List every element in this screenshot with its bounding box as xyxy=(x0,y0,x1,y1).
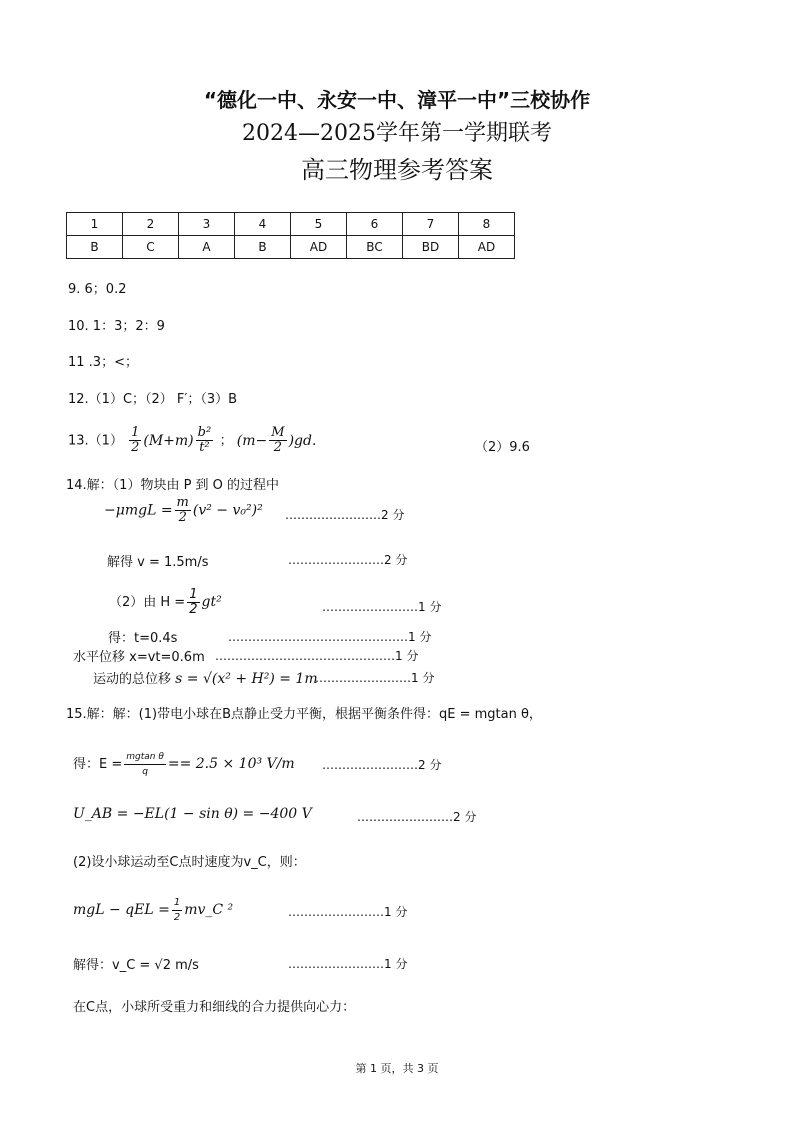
score-dots: ……………………2 分 xyxy=(357,810,477,824)
table-cell: B xyxy=(67,236,123,259)
fraction: $\frac{\text{b²}}{\text{t²}}$ xyxy=(197,425,212,455)
score-dots: ……………………2 分 xyxy=(288,553,408,567)
score-dots: ……………………1 分 xyxy=(315,671,435,685)
q14-equation-1: −μmgL = $\frac{m}{2}$ (v² − v₀²)² xyxy=(104,495,263,525)
q13-formula-2: (m− $\frac{M}{2}$ )gd. xyxy=(236,425,317,455)
table-cell: 8 xyxy=(459,213,515,236)
table-cell: AD xyxy=(459,236,515,259)
score-dots: ……………………1 分 xyxy=(288,957,408,971)
q13-label: 13.（1） xyxy=(68,433,123,449)
answer-q12: 12.（1）C；（2） F′；（3）B xyxy=(68,392,238,407)
answer-q9: 9. 6；0.2 xyxy=(68,282,127,297)
table-cell: 2 xyxy=(123,213,179,236)
q13-separator: ； xyxy=(219,433,233,449)
table-cell: BD xyxy=(403,236,459,259)
page-footer: 第 1 页，共 3 页 xyxy=(355,1062,439,1075)
q15-title: 15.解：解：(1)带电小球在B点静止受力平衡，根据平衡条件得：qE = mgtan θ， xyxy=(66,707,542,722)
score-dots: ……………………2 分 xyxy=(322,758,442,772)
title-line-3: 高三物理参考答案 xyxy=(301,156,493,184)
score-dots: ……………………1 分 xyxy=(288,905,408,919)
table-cell: 5 xyxy=(291,213,347,236)
q14-equation-2: 解得 v = 1.5m/s xyxy=(107,555,209,570)
q13-formula-1: $\frac{1}{2}$ (M+m) $\frac{\text{b²}}{\text{t²}}$ xyxy=(131,425,212,455)
table-cell: 4 xyxy=(235,213,291,236)
table-cell: BC xyxy=(347,236,403,259)
fraction: $\frac{M}{2}$ xyxy=(271,425,285,455)
table-cell: C xyxy=(123,236,179,259)
fraction: $\frac{1}{2}$ xyxy=(173,897,181,923)
answer-table-answers-row xyxy=(67,236,515,259)
score-dots: ………………………………………1 分 xyxy=(215,649,419,663)
answer-table-numbers-row xyxy=(67,213,515,236)
q15-equation-3: mgL − qEL = $\frac{1}{2}$ mv_C ² xyxy=(73,897,234,923)
q14-equation-6: 运动的总位移 s = √(x² + H²) = 1m xyxy=(93,671,318,687)
fraction: $\frac{1}{2}$ xyxy=(131,425,140,455)
fraction: $\frac{\text{mgtan θ}}{q}$ xyxy=(126,752,164,777)
q15-equation-1: 得：E = $\frac{\text{mgtan θ}}{q}$ == 2.5 × 10³ V/m xyxy=(73,752,295,777)
score-dots: ……………………2 分 xyxy=(285,508,405,522)
answer-q13-part2: （2）9.6 xyxy=(475,440,530,455)
table-cell: B xyxy=(235,236,291,259)
answer-q11: 11 .3；<； xyxy=(68,355,138,370)
title-line-1: “德化一中、永安一中、漳平一中”三校协作 xyxy=(203,88,591,112)
fraction: $\frac{1}{2}$ xyxy=(189,587,198,617)
q15-equation-5: 在C点，小球所受重力和细线的合力提供向心力： xyxy=(73,1000,356,1015)
fraction: $\frac{m}{2}$ xyxy=(176,495,189,525)
table-cell: 6 xyxy=(347,213,403,236)
table-cell: A xyxy=(179,236,235,259)
q15-equation-2: U_AB = −EL(1 − sin θ) = −400 V xyxy=(73,806,312,822)
score-dots: ……………………1 分 xyxy=(322,600,442,614)
score-dots: ………………………………………1 分 xyxy=(228,630,432,644)
table-cell: AD xyxy=(291,236,347,259)
answer-q10: 10. 1：3；2：9 xyxy=(68,319,165,334)
table-cell: 3 xyxy=(179,213,235,236)
q14-equation-5: 水平位移 x=vt=0.6m xyxy=(73,650,205,665)
q15-equation-4: 解得：v_C = √2 m/s xyxy=(73,958,199,973)
q15-part2: (2)设小球运动至C点时速度为v_C，则： xyxy=(73,855,306,870)
answer-table xyxy=(66,212,515,259)
title-line-2: 2024—2025学年第一学期联考 xyxy=(242,121,552,146)
q14-equation-3: （2）由 H = $\frac{1}{2}$ gt² xyxy=(109,587,222,617)
q14-title: 14.解：（1）物块由 P 到 O 的过程中 xyxy=(66,478,280,493)
answer-q13 xyxy=(68,426,316,455)
table-cell: 7 xyxy=(403,213,459,236)
q14-equation-4: 得：t=0.4s xyxy=(108,631,178,646)
table-cell: 1 xyxy=(67,213,123,236)
